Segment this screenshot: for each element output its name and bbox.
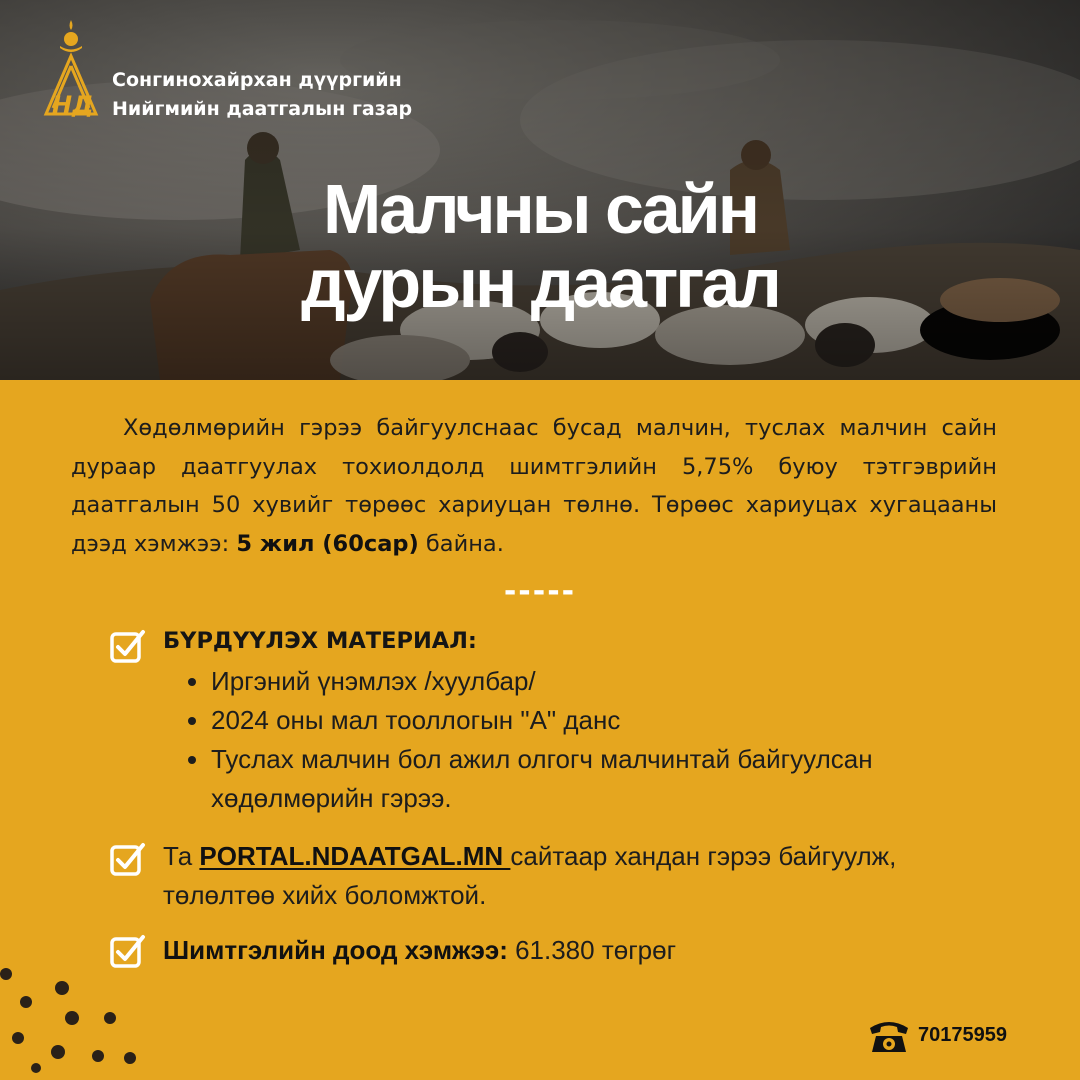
page-title [0, 172, 1080, 320]
min-fee-value: 61.380 төгрөг [507, 935, 677, 965]
phone-number[interactable]: 70175959 [918, 1024, 1007, 1046]
portal-prefix: Та [163, 841, 200, 871]
portal-line-2: төлөлтөө хийх боломжтой. [163, 880, 487, 910]
title-line-2: дурын даатгал [301, 244, 779, 322]
list-item: • Туслах малчин бол ажил олгогч малчинтай байгуулсан хөдөлмөрийн гэрээ. [211, 740, 1011, 818]
checkbox-icon [110, 842, 146, 876]
portal-link[interactable]: PORTAL.NDAATGAL.MN [199, 841, 511, 871]
portal-suffix: сайтаар хандан гэрээ байгуулж, [510, 841, 897, 871]
min-fee-paragraph [163, 931, 676, 970]
org-line-2: Нийгмийн даатгалын газар [112, 98, 413, 120]
svg-text:НД: НД [52, 91, 94, 119]
org-line-1: Сонгинохайрхан дүүргийн [112, 69, 402, 91]
portal-paragraph [163, 837, 1023, 915]
min-fee-label: Шимтгэлийн доод хэмжээ: [163, 935, 508, 965]
intro-suffix: байна. [418, 530, 504, 557]
checkbox-icon [110, 629, 146, 663]
list-item: • 2024 оны мал тооллогын "А" данс [211, 701, 1011, 740]
materials-list [186, 662, 1011, 818]
intro-paragraph [71, 409, 997, 563]
organization-name [112, 66, 412, 124]
section-divider: ----- [503, 574, 577, 609]
decorative-dots [0, 960, 150, 1080]
intro-highlight: 5 жил (60сар) [236, 530, 419, 557]
soyombo-logo-icon [38, 20, 110, 120]
list-item: • Иргэний үнэмлэх /хуулбар/ [211, 662, 1011, 701]
hero-banner [0, 0, 1080, 380]
materials-title: БҮРДҮҮЛЭХ МАТЕРИАЛ: [163, 628, 477, 654]
telephone-icon [866, 1016, 912, 1056]
title-line-1: Малчны сайн [323, 170, 757, 248]
intro-text: Хөдөлмөрийн гэрээ байгуулснаас бусад малчин, туслах малчин сайн дураар даатгуулах тохиолдолд шимтгэлийн 5,75% буюу тэтгэврийн даатгалын 50 хувийг төрөөс хариуцан төлнө. Төрөөс хариуцах хугацааны дээд хэмжээ: [71, 415, 997, 557]
